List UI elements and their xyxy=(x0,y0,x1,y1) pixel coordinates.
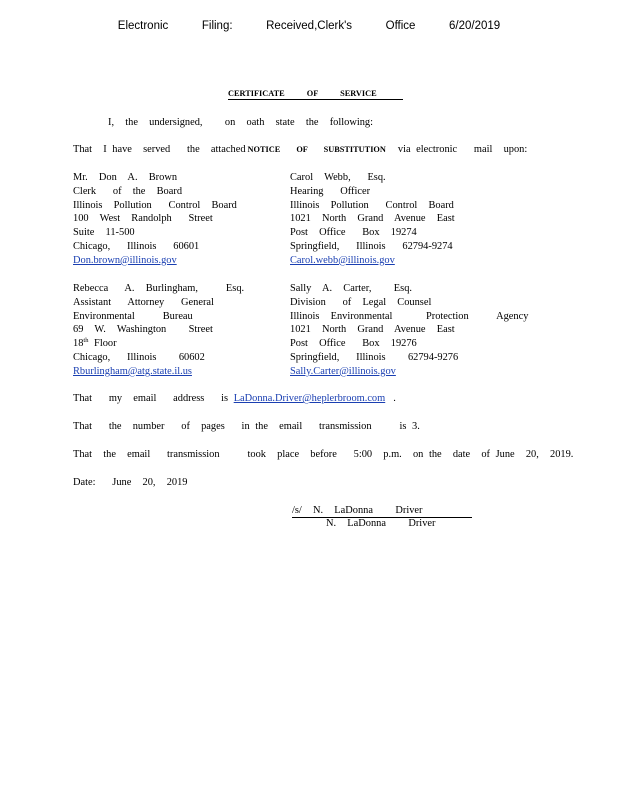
recipient-line: Hearing Officer xyxy=(290,185,371,197)
recipient-line: Post Office Box 19276 xyxy=(290,338,417,350)
recipient-line: Illinois Pollution Control Board xyxy=(73,199,237,211)
email-statement-suffix: . xyxy=(393,393,396,404)
recipient-line: 1021 North Grand Avenue East xyxy=(290,324,455,336)
recipient-line: Clerk of the Board xyxy=(73,185,183,197)
signature-line: /s/ N. LaDonna Driver xyxy=(292,505,472,518)
recipient-line: Assistant Attorney General xyxy=(73,296,214,308)
recipient-line: 100 West Randolph Street xyxy=(73,213,213,225)
recipient-line: Carol Webb, Esq. xyxy=(290,172,386,183)
floor-ordinal: th xyxy=(83,337,89,345)
floor-number: 18 xyxy=(73,338,84,350)
email-statement-prefix: That my email address is xyxy=(73,393,229,404)
recipient-line: Post Office Box 19274 xyxy=(290,227,417,239)
recipient-line: Rebecca A. Burlingham, Esq. xyxy=(73,283,245,294)
recipient-block-brown xyxy=(73,171,237,268)
recipient-email-link[interactable]: Carol.webb@illinois.gov xyxy=(290,254,395,266)
pages-statement: That the number of pages in the email transmission is 3. xyxy=(73,421,420,432)
recipient-floor-line xyxy=(73,337,244,351)
recipient-line: Environmental Bureau xyxy=(73,310,193,322)
recipient-line: Division of Legal Counsel xyxy=(290,296,432,308)
intro-statement: I, the undersigned, on oath state the following: xyxy=(108,117,374,128)
recipient-line: Mr. Don A. Brown xyxy=(73,172,178,183)
recipient-email-link[interactable]: Don.brown@illinois.gov xyxy=(73,254,177,266)
recipient-block-carter xyxy=(290,282,528,379)
recipient-line: Springfield, Illinois 62794-9276 xyxy=(290,351,459,363)
served-suffix: via electronic mail upon: xyxy=(397,144,528,155)
floor-text: Floor xyxy=(88,338,117,350)
date-statement: Date: June 20, 2019 xyxy=(73,477,188,488)
recipient-line: Sally A. Carter, Esq. xyxy=(290,283,412,294)
recipient-email-link[interactable]: Rburlingham@atg.state.il.us xyxy=(73,365,192,377)
recipient-line: 69 W. Washington Street xyxy=(73,324,213,336)
sender-email-link[interactable]: LaDonna.Driver@heplerbroom.com xyxy=(233,393,386,404)
recipient-line: 1021 North Grand Avenue East xyxy=(290,213,455,225)
signer-name: N. LaDonna Driver xyxy=(326,518,436,529)
recipient-email-link[interactable]: Sally.Carter@illinois.gov xyxy=(290,365,396,377)
recipient-line: Suite 11-500 xyxy=(73,227,135,239)
recipient-line: Chicago, Illinois 60601 xyxy=(73,240,200,252)
transmission-time-statement: That the email transmission took place before 5:00 p.m. on the date of June 20, 2019. xyxy=(73,449,574,460)
recipient-line: Springfield, Illinois 62794-9274 xyxy=(290,240,453,252)
served-document-title: NOTICE OF SUBSTITUTION xyxy=(247,145,386,154)
served-statement xyxy=(73,144,527,155)
recipient-line: Chicago, Illinois 60602 xyxy=(73,351,205,363)
electronic-filing-header: Electronic Filing: Received,Clerk's Office 6/20/2019 xyxy=(117,20,501,32)
recipient-block-webb xyxy=(290,171,455,268)
recipient-block-burlingham xyxy=(73,282,244,379)
recipient-line: Illinois Pollution Control Board xyxy=(290,199,454,211)
email-address-statement xyxy=(73,393,396,404)
certificate-title: CERTIFICATE OF SERVICE xyxy=(228,89,403,100)
served-prefix: That I have served the attached xyxy=(73,144,246,155)
recipient-line: Illinois Environmental Protection Agency xyxy=(290,310,529,322)
